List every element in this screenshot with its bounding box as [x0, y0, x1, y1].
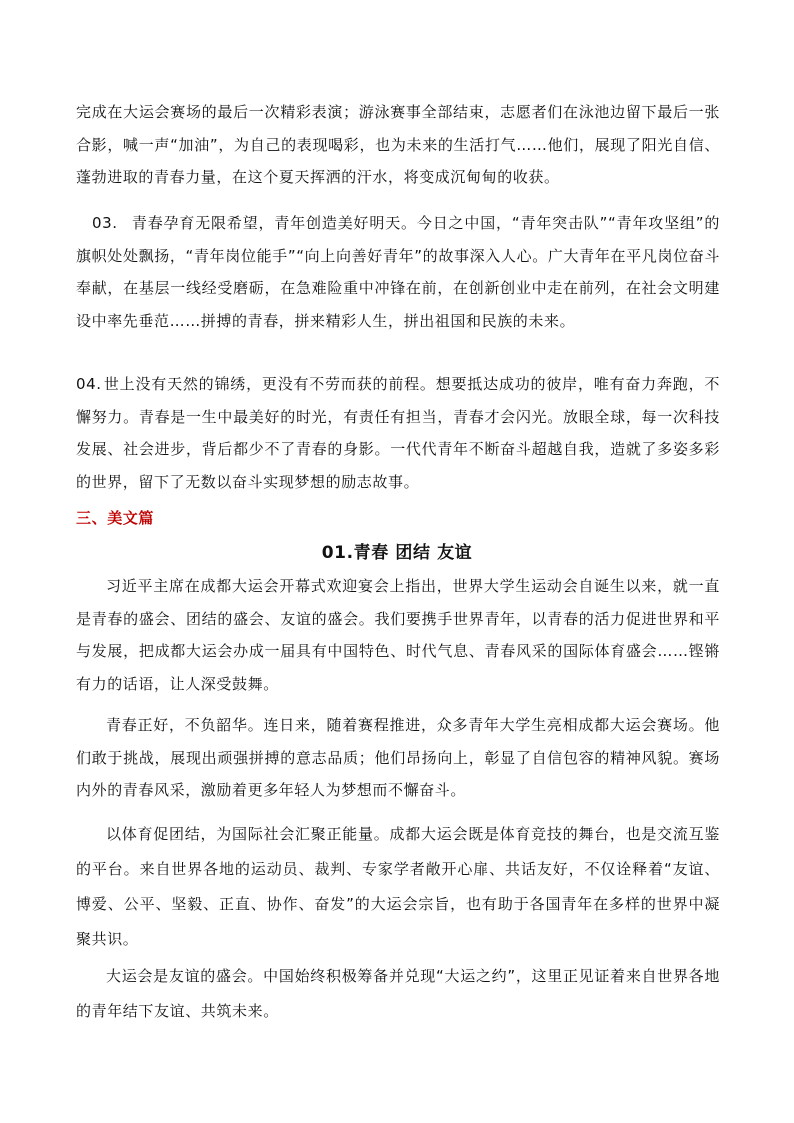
article-paragraph: 习近平主席在成都大运会开幕式欢迎宴会上指出，世界大学生运动会自诞生以来，就一直是青春的盛会、团结的盛会、友谊的盛会。我们要携手世界青年，以青春的活力促进世界和平与发展，把成都大运会办成一届具有中国特色、时代气息、青春风采的国际体育盛会……铿锵有力的话语，让人深受鼓舞。: [76, 577, 720, 693]
paragraph-03: [76, 207, 720, 337]
paragraph-text: 完成在大运会赛场的最后一次精彩表演；游泳赛事全部结束，志愿者们在泳池边留下最后一张合影，喊一声“加油”，为自己的表现喝彩，也为未来的生活打气……他们，展现了阳光自信、蓬勃进取的青春力量，在这个夏天挥洒的汗水，将变成沉甸甸的收获。: [76, 103, 720, 186]
article-paragraph: 大运会是友谊的盛会。中国始终积极筹备并兑现“大运之约”，这里正见证着来自世界各地的青年结下友谊、共筑未来。: [76, 967, 720, 1020]
paragraph-number: 04.: [76, 375, 102, 393]
article-paragraph: 以体育促团结，为国际社会汇聚正能量。成都大运会既是体育竞技的舞台，也是交流互鉴的平台。来自世界各地的运动员、裁判、专家学者敞开心扉、共话友好，不仅诠释着“友谊、博爱、公平、坚毅、正直、协作、奋发”的大运会宗旨，也有助于各国青年在多样的世界中凝聚共识。: [76, 825, 720, 948]
paragraph-text: 世上没有天然的锦绣，更没有不劳而获的前程。想要抵达成功的彼岸，唯有奋力奔跑，不懈努力。青春是一生中最美好的时光，有责任有担当，青春才会闪光。放眼全球，每一次科技发展、社会进步，背后都少不了青春的身影。一代代青年不断奋斗超越自我，造就了多姿多彩的世界，留下了无数以奋斗实现梦想的励志故事。: [76, 375, 720, 491]
paragraph-04: [76, 368, 720, 498]
paragraph-continued: [76, 96, 720, 194]
paragraph-text: 青春孕育无限希望，青年创造美好明天。今日之中国，“青年突击队”“青年攻坚组”的旗帜处处飘扬，“青年岗位能手”“向上向善好青年”的故事深入人心。广大青年在平凡岗位奋斗奉献，在基层一线经受磨砺，在急难险重中冲锋在前，在创新创业中走在前列，在社会文明建设中率先垂范……拼搏的青春，拼来精彩人生，拼出祖国和民族的未来。: [76, 214, 720, 330]
article-title: 01.青春 团结 友谊: [321, 543, 473, 563]
section-heading: 三、美文篇: [76, 509, 155, 527]
article-paragraph: 青春正好，不负韶华。连日来，随着赛程推进，众多青年大学生亮相成都大运会赛场。他们敢于挑战，展现出顽强拼搏的意志品质；他们昂扬向上，彰显了自信包容的精神风貌。赛场内外的青春风采，激励着更多年轻人为梦想而不懈奋斗。: [76, 716, 720, 799]
paragraph-number: 03.: [92, 214, 118, 232]
